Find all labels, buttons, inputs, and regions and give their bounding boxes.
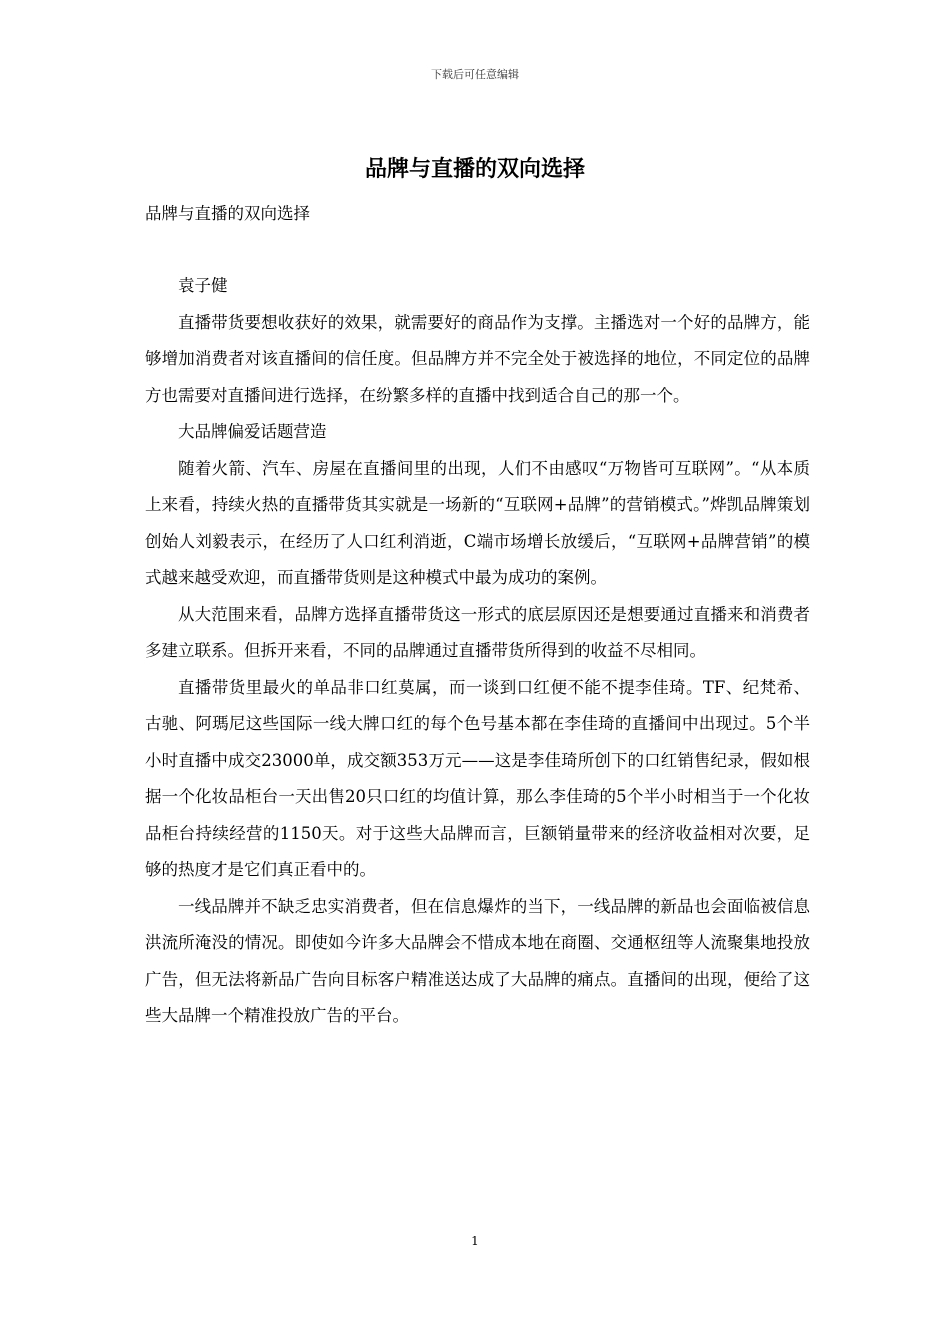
- paragraph: 直播带货里最火的单品非口红莫属，而一谈到口红便不能不提李佳琦。TF、纪梵希、古驰、阿瑪尼这些国际一线大牌口红的每个色号基本都在李佳琦的直播间中出现过。5个半小时直播中成交23000单，成交额353万元——这是李佳琦所创下的口红销售纪录，假如根据一个化妆品柜台一天出售20只口红的均值计算，那么李佳琦的5个半小时相当于一个化妆品柜台持续经营的1150天。对于这些大品牌而言，巨额销量带来的经济收益相对次要，足够的热度才是它们真正看中的。: [145, 677, 810, 879]
- author-line: 袁子健: [178, 276, 228, 295]
- paragraph: 一线品牌并不缺乏忠实消费者，但在信息爆炸的当下，一线品牌的新品也会面临被信息洪流所淹没的情况。即使如今许多大品牌会不惜成本地在商圈、交通枢纽等人流聚集地投放广告，但无法将新品广告向目标客户精准送达成了大品牌的痛点。直播间的出现，便给了这些大品牌一个精准投放广告的平台。: [145, 896, 810, 1025]
- download-note: 下载后可任意编辑: [431, 68, 519, 81]
- document-body: [145, 196, 810, 1035]
- page-number: 1: [471, 1234, 479, 1248]
- paragraph: 随着火箭、汽车、房屋在直播间里的出现，人们不由感叹“万物皆可互联网”。“从本质上来看，持续火热的直播带货其实就是一场新的“互联网+品牌”的营销模式。”烨凯品牌策划创始人刘毅表示，在经历了人口红利消逝，C端市场增长放缓后，“互联网+品牌营销”的模式越来越受欢迎，而直播带货则是这种模式中最为成功的案例。: [145, 458, 810, 587]
- document-subtitle: 品牌与直播的双向选择: [145, 204, 310, 223]
- document-title: 品牌与直播的双向选择: [364, 157, 585, 182]
- section-heading: 大品牌偏爱话题营造: [178, 422, 327, 441]
- paragraph: 从大范围来看，品牌方选择直播带货这一形式的底层原因还是想要通过直播来和消费者多建立联系。但拆开来看，不同的品牌通过直播带货所得到的收益不尽相同。: [145, 604, 810, 660]
- paragraph-intro: 直播带货要想收获好的效果，就需要好的商品作为支撑。主播选对一个好的品牌方，能够增加消费者对该直播间的信任度。但品牌方并不完全处于被选择的地位，不同定位的品牌方也需要对直播间进行选择，在纷繁多样的直播中找到适合自己的那一个。: [145, 312, 810, 405]
